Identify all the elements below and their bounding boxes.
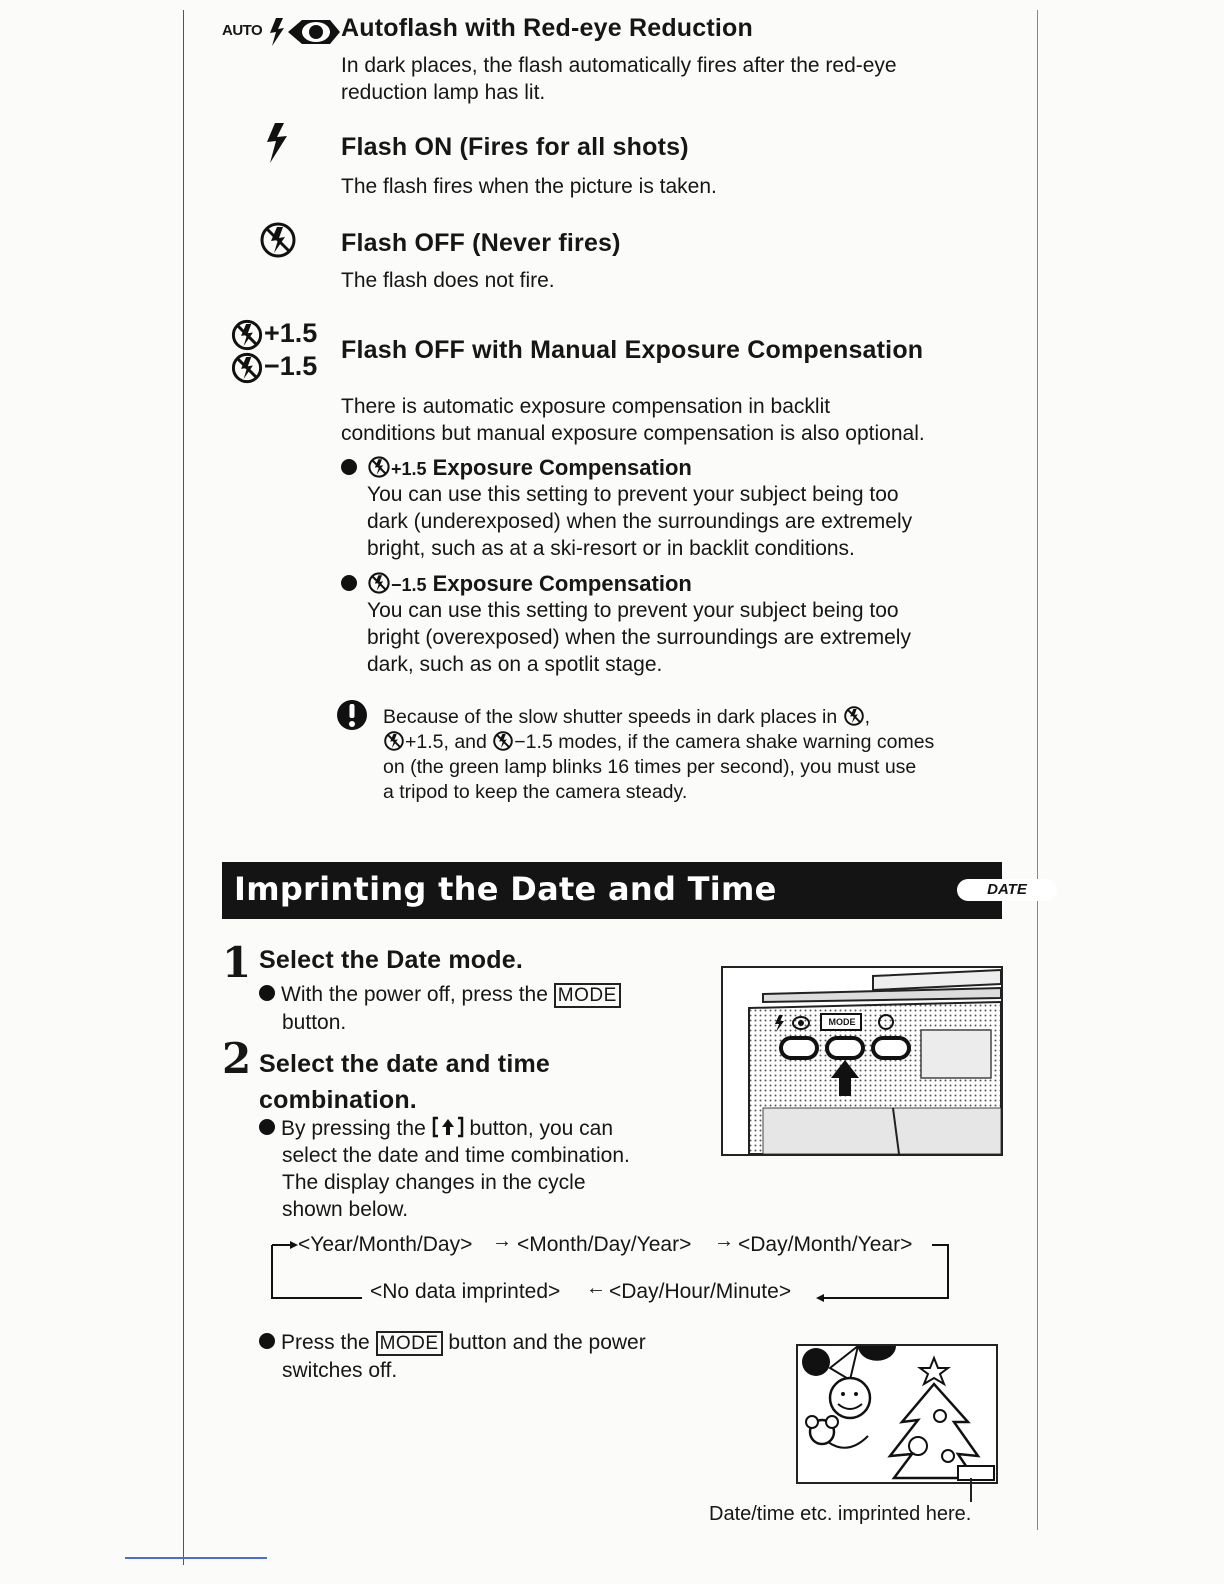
- caution-punct: ,: [864, 706, 871, 728]
- caution-line: a tripod to keep the camera steady.: [383, 781, 688, 803]
- right-margin-rule: [1037, 10, 1038, 1530]
- comp-title: Exposure Compensation: [432, 571, 692, 596]
- footer-link-underline: [125, 1557, 267, 1559]
- desc-line: reduction lamp has lit.: [341, 81, 546, 104]
- comp-line: You can use this setting to prevent your subject being too: [367, 483, 899, 507]
- flash-off-small-icon: [230, 318, 264, 352]
- bullet-icon: [259, 1333, 275, 1349]
- flash-off-small-icon: [367, 571, 391, 595]
- caution-text: [383, 705, 1003, 805]
- bullet-text: shown below.: [282, 1198, 409, 1221]
- mode-title-compensation: Flash OFF with Manual Exposure Compensation: [341, 336, 924, 364]
- auto-label: AUTO: [222, 22, 263, 39]
- caution-line: Because of the slow shutter speeds in dark places in: [383, 706, 838, 728]
- cycle-diagram: [270, 1230, 960, 1305]
- step-2-bullet: [259, 1115, 709, 1223]
- cycle-item: <No data imprinted>: [370, 1280, 561, 1303]
- cycle-item: <Day/Hour/Minute>: [609, 1280, 792, 1303]
- bullet-text: With the power off, press the: [281, 983, 548, 1006]
- comp-line: You can use this setting to prevent your subject being too: [367, 599, 899, 623]
- mode-title-flash-off: Flash OFF (Never fires): [341, 229, 621, 257]
- step-number: 1: [222, 938, 252, 987]
- flash-off-small-icon: [230, 351, 264, 385]
- plus-label: +1.5: [264, 318, 318, 348]
- caution-line: −1.5 modes, if the camera shake warning comes: [514, 731, 935, 753]
- arrow-right-icon: →: [492, 1230, 512, 1252]
- left-margin-rule: [183, 10, 184, 1565]
- flash-off-small-icon: [843, 705, 865, 727]
- desc-line: In dark places, the flash automatically fires after the red-eye: [341, 54, 897, 77]
- mode-button-label: MODE: [376, 1331, 443, 1356]
- section-banner: [222, 862, 1027, 919]
- step-title: Select the Date mode.: [259, 946, 524, 974]
- comp-line: bright (overexposed) when the surroundings are extremely: [367, 626, 911, 650]
- caution-icon: [335, 698, 369, 732]
- caution-line: on (the green lamp blinks 16 times per second), you must use: [383, 756, 917, 778]
- flash-off-small-icon: [367, 455, 391, 479]
- bullet-text: button and the power: [448, 1331, 646, 1354]
- mode-desc-flash-on: The flash fires when the picture is taken.: [341, 175, 717, 198]
- comp-prefix: +1.5: [391, 459, 427, 479]
- comp-line: dark (underexposed) when the surroundings are extremely: [367, 510, 913, 534]
- caution-line: +1.5, and: [405, 731, 487, 753]
- bullet-text: switches off.: [282, 1359, 398, 1382]
- comp-title: Exposure Compensation: [432, 455, 692, 480]
- bullet-text: select the date and time combination.: [282, 1144, 630, 1167]
- bullet-text: button, you can: [469, 1117, 614, 1140]
- bullet-text: button.: [282, 1011, 347, 1034]
- mode-button-label: MODE: [554, 983, 621, 1008]
- comp-line: bright, such as at a ski-resort or in backlit conditions.: [367, 537, 855, 561]
- desc-line: There is automatic exposure compensation in backlit: [341, 395, 831, 418]
- bullet-text: By pressing the: [281, 1117, 426, 1140]
- camera-illustration: [721, 966, 1003, 1156]
- desc-line: conditions but manual exposure compensation is also optional.: [341, 422, 925, 445]
- cycle-item: <Month/Day/Year>: [517, 1233, 692, 1256]
- step-title-line: Select the date and time: [259, 1050, 550, 1078]
- photo-caption: Date/time etc. imprinted here.: [709, 1503, 972, 1525]
- auto-flash-red-eye-icon: [222, 14, 342, 46]
- section-title: Imprinting the Date and Time: [234, 870, 777, 908]
- caption-pointer: [970, 1478, 972, 1502]
- arrow-right-icon: →: [714, 1230, 734, 1252]
- step-title: [259, 1046, 550, 1118]
- mode-title-flash-on: Flash ON (Fires for all shots): [341, 133, 689, 161]
- final-bullet: [259, 1329, 719, 1384]
- comp-line: dark, such as on a spotlit stage.: [367, 653, 663, 677]
- bullet-text: The display changes in the cycle: [282, 1171, 586, 1194]
- camera-mode-label: MODE: [828, 1017, 856, 1027]
- bullet-icon: [341, 575, 357, 591]
- cycle-item: <Day/Month/Year>: [738, 1233, 913, 1256]
- photo-illustration: [796, 1344, 998, 1484]
- cycle-item: <Year/Month/Day>: [298, 1233, 473, 1256]
- flash-off-small-icon: [492, 730, 514, 752]
- mode-title-autoflash: Autoflash with Red-eye Reduction: [341, 14, 753, 42]
- minus-label: −1.5: [264, 351, 318, 381]
- flash-off-compensation-icon: [230, 318, 335, 384]
- bullet-icon: [259, 1119, 275, 1135]
- mode-desc-compensation: [341, 393, 925, 447]
- step-1-bullet: [259, 981, 699, 1036]
- bullet-icon: [259, 985, 275, 1001]
- comp-prefix: −1.5: [391, 575, 427, 595]
- bullet-text: Press the: [281, 1331, 370, 1354]
- comp-item-plus: [341, 455, 1001, 562]
- date-badge: DATE: [957, 879, 1057, 901]
- step-title-line: combination.: [259, 1086, 417, 1114]
- comp-item-minus: [341, 571, 1001, 678]
- step-number: 2: [222, 1034, 252, 1083]
- flash-off-icon: [258, 220, 298, 260]
- date-button-icon: [432, 1116, 464, 1138]
- flash-off-small-icon: [383, 730, 405, 752]
- flash-on-icon: [262, 122, 292, 164]
- mode-desc-flash-off: The flash does not fire.: [341, 269, 555, 292]
- mode-desc-autoflash: [341, 52, 897, 106]
- arrow-left-icon: ←: [586, 1277, 606, 1299]
- bullet-icon: [341, 459, 357, 475]
